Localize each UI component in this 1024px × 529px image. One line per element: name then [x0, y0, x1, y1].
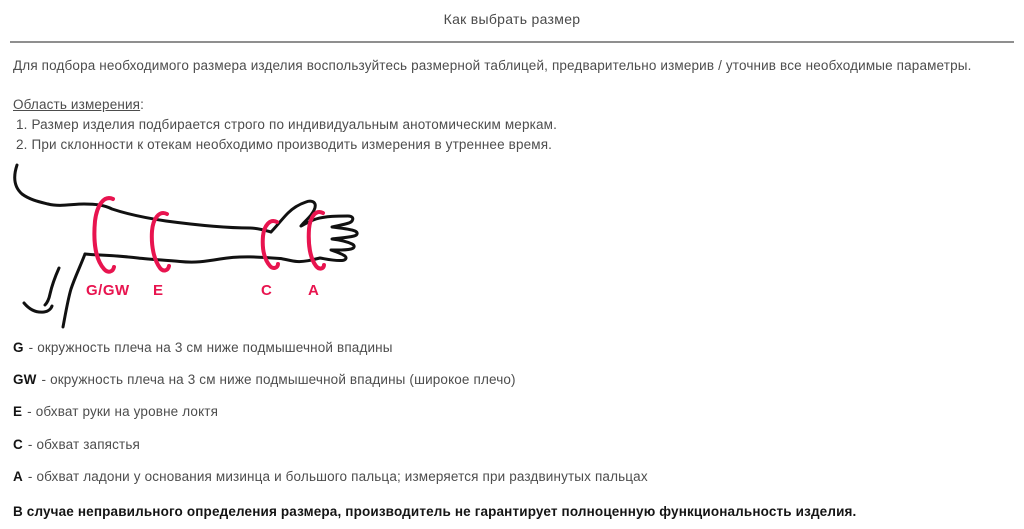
definition-e [13, 404, 1016, 419]
measurement-rule-2: 2. При склонности к отекам необходимо производить измерения в утреннее время. [16, 137, 553, 152]
definition-c-term: C [13, 437, 23, 452]
body-bottom-curve [24, 303, 52, 312]
measurement-rule-1: 1. Размер изделия подбирается строго по индивидуальным анотомическим меркам. [16, 117, 557, 132]
definition-c-text: - обхват запястья [27, 437, 141, 452]
measurement-area-heading-text: Область измерения [13, 97, 141, 112]
horizontal-divider [10, 41, 1014, 43]
arm-diagram-drawing [0, 155, 380, 333]
page-title: Как выбрать размер [443, 11, 581, 27]
definition-gw-text: - окружность плеча на 3 см ниже подмышечной впадины (широкое плечо) [41, 372, 516, 387]
definition-gw-term: GW [13, 372, 37, 387]
definition-a-term: A [13, 469, 23, 484]
hand-outline [271, 201, 357, 261]
diagram-label-e: E [153, 282, 164, 299]
definition-gw [13, 372, 1016, 387]
intro-text: Для подбора необходимого размера изделия воспользуйтесь размерной таблицей, предварительно измерив / уточнив все необходимые параметры. [13, 58, 972, 73]
definition-c [13, 437, 1016, 452]
diagram-label-c: C [261, 282, 273, 299]
measurement-area-heading-colon: : [140, 97, 145, 112]
definition-a-text: - обхват ладони у основания мизинца и большого пальца; измеряется при раздвинутых пальцах [27, 469, 648, 484]
arm-bottom-outline [85, 254, 280, 262]
arm-measurement-diagram [0, 155, 380, 333]
definition-g [13, 340, 1016, 355]
definition-a [13, 469, 1016, 484]
body-fold-line [45, 268, 59, 305]
arm-top-outline [15, 165, 271, 232]
diagram-label-ggw: G/GW [86, 282, 130, 299]
definition-g-term: G [13, 340, 24, 355]
measurement-area-heading [13, 97, 144, 112]
size-warning-text: В случае неправильного определения размера, производитель не гарантирует полноценную функциональность изделия. [13, 504, 857, 519]
definition-g-text: - окружность плеча на 3 см ниже подмышечной впадины [28, 340, 393, 355]
diagram-label-a: A [308, 282, 320, 299]
definition-e-term: E [13, 404, 23, 419]
definition-e-text: - обхват руки на уровне локтя [27, 404, 219, 419]
torso-line [63, 254, 85, 327]
